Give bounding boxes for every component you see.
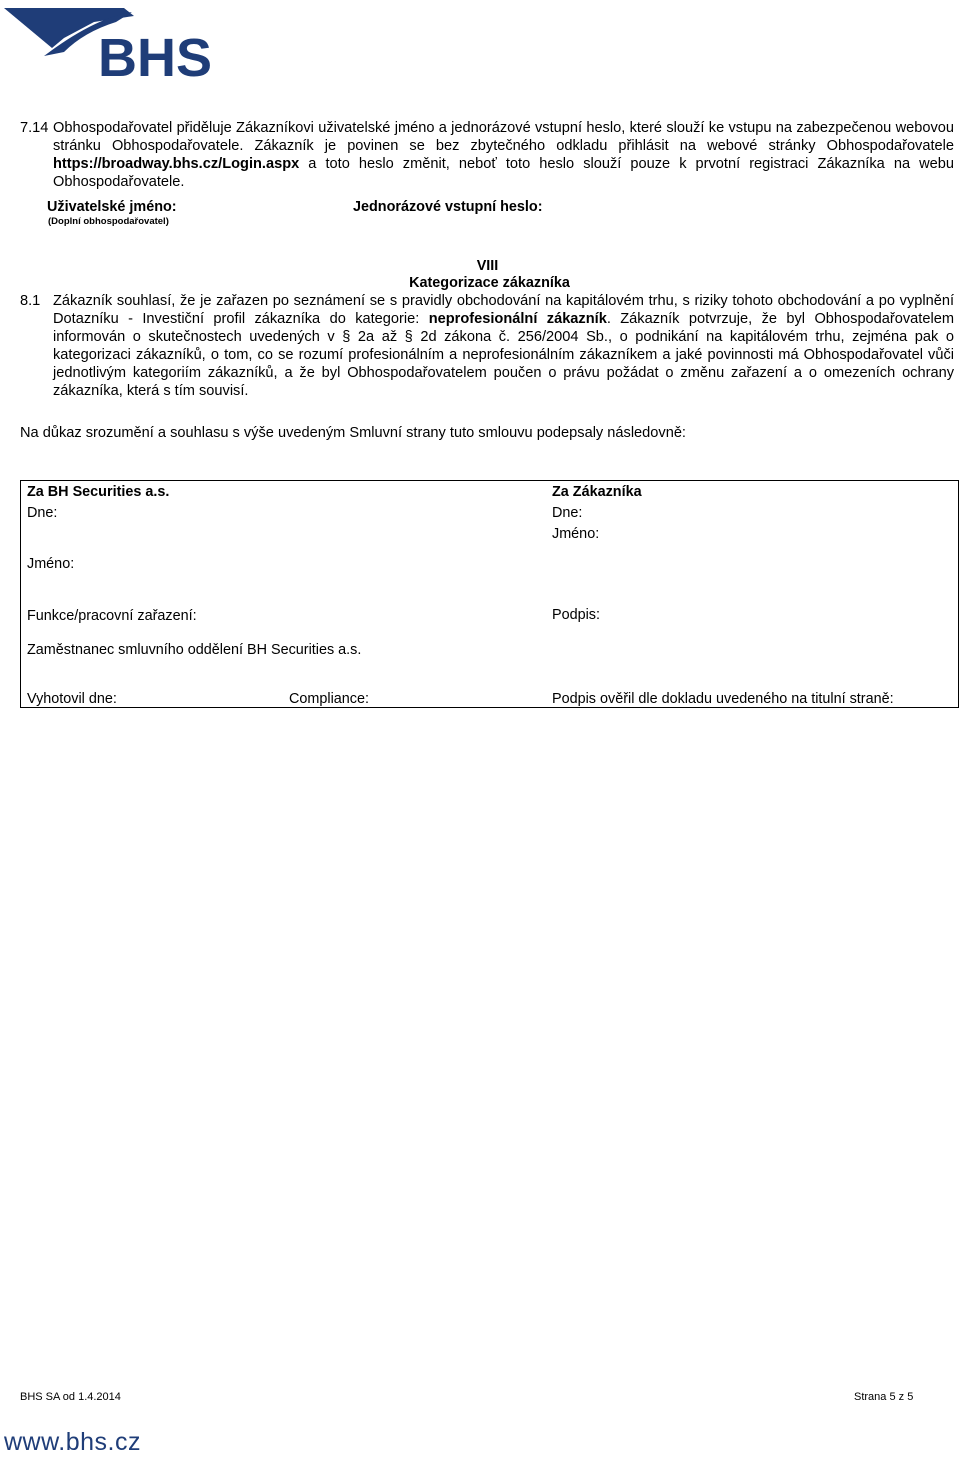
section-8-1-paragraph	[53, 292, 954, 400]
left-heading: Za BH Securities a.s.	[27, 484, 170, 500]
compliance-label: Compliance:	[289, 691, 369, 707]
section-7-14-text-b: a toto heslo změnit, neboť toto heslo slouží pouze k prvotní registraci Zákazníka na webu Obhospodařovatele.	[53, 156, 955, 190]
left-date-label: Dne:	[27, 505, 58, 521]
section-8-1-text-a: Zákazník souhlasí, že je zařazen po seznámení se s pravidly obchodování na kapitálovém trhu, s riziky tohoto obchodování a po vyplnění Dotazníku - Investiční profil zákazníka do kategorie:	[53, 293, 954, 327]
password-label: Jednorázové vstupní heslo:	[353, 199, 543, 215]
signature-box	[20, 480, 959, 708]
username-label: Uživatelské jméno:	[47, 199, 177, 215]
left-name-label: Jméno:	[27, 556, 75, 572]
footer-page-number: Strana 5 z 5	[854, 1391, 914, 1403]
section-roman-heading: VIII	[476, 258, 499, 274]
made-on-label: Vyhotovil dne:	[27, 691, 117, 707]
left-function-label: Funkce/pracovní zařazení:	[27, 608, 197, 624]
right-heading: Za Zákazníka	[552, 484, 642, 500]
agreement-text: Na důkaz srozumění a souhlasu s výše uvedeným Smluvní strany tuto smlouvu podepsaly následovně:	[20, 425, 686, 441]
username-note: (Doplní obhospodařovatel)	[48, 216, 169, 227]
bhs-logo	[4, 4, 254, 80]
section-number-8-1: 8.1	[20, 293, 41, 309]
right-name-label: Jméno:	[552, 526, 600, 542]
section-title: Kategorizace zákazníka	[409, 275, 570, 291]
section-8-1-text-b: . Zákazník potvrzuje, že byl Obhospodařovatelem informován o skutečnostech uvedených v § 2a až § 2d zákona č. 256/2004 Sb., o podnikání na kapitálovém trhu, zejména pak o kategorizaci zákazníků, o tom, co se rozumí profesionálním a neprofesionálním zákazníkem a jaké povinnosti má Obhospodařovatel vůči jednotlivým kategoriím zákazníků, a že byl Obhospodařovatelem poučen o právu požádat o změnu zařazení a o omezeních ochrany zákazníka, která s tím souvisí.	[53, 311, 954, 399]
category-bold: neprofesionální zákazník	[428, 311, 607, 327]
login-link[interactable]: https://broadway.bhs.cz/Login.aspx	[53, 156, 300, 172]
section-7-14-paragraph	[53, 119, 954, 191]
section-7-14-text-a: Obhospodařovatel přiděluje Zákazníkovi uživatelské jméno a jednorázové vstupní heslo, které slouží ke vstupu na zabezpečenou webovou stránku Obhospodařovatele. Zákazník je povinen se bez zbytečného odkladu přihlásit na webové stránky Obhospodařovatele	[53, 120, 954, 154]
right-signature-label: Podpis:	[552, 607, 600, 623]
right-date-label: Dne:	[552, 505, 583, 521]
left-employee-text: Zaměstnanec smluvního oddělení BH Securities a.s.	[27, 642, 362, 658]
verified-label: Podpis ověřil dle dokladu uvedeného na titulní straně:	[552, 691, 894, 707]
section-number-7-14: 7.14	[20, 120, 49, 136]
footer-version: BHS SA od 1.4.2014	[20, 1391, 121, 1403]
logo-text: BHS	[98, 28, 213, 80]
footer-website-link[interactable]: www.bhs.cz	[4, 1428, 141, 1456]
